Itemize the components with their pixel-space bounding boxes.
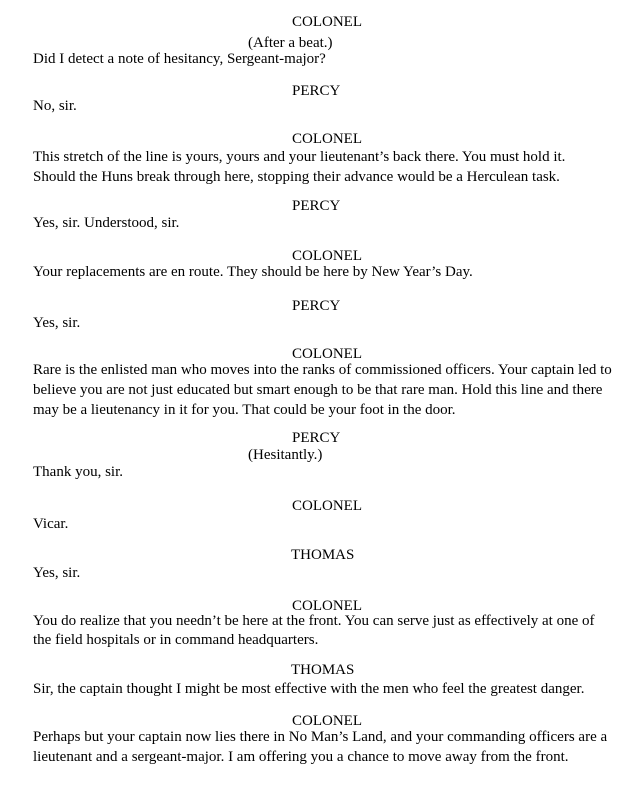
speaker-name: PERCY xyxy=(292,198,341,214)
speaker-name: PERCY xyxy=(292,430,341,446)
dialogue-line: Rare is the enlisted man who moves into the ranks of commissioned officers. Your captain led to xyxy=(33,362,612,378)
parenthetical: (After a beat.) xyxy=(248,35,333,51)
dialogue-line: Yes, sir. xyxy=(33,565,81,581)
dialogue-line: Sir, the captain thought I might be most effective with the men who feel the greatest danger. xyxy=(33,681,585,697)
dialogue-line: You do realize that you needn’t be here at the front. You can serve just as effectively at one of xyxy=(33,613,595,629)
dialogue-line: may be a lieutenancy in it for you. That could be your foot in the door. xyxy=(33,402,456,418)
dialogue-line: Yes, sir. xyxy=(33,315,81,331)
dialogue-line: No, sir. xyxy=(33,98,77,114)
speaker-name: COLONEL xyxy=(292,248,362,264)
speaker-name: THOMAS xyxy=(291,547,355,563)
dialogue-line: the field hospitals or in command headquarters. xyxy=(33,632,319,648)
speaker-name: COLONEL xyxy=(292,598,362,614)
speaker-name: COLONEL xyxy=(292,713,362,729)
dialogue-line: Should the Huns break through here, stopping their advance would be a Herculean task. xyxy=(33,169,560,185)
dialogue-line: This stretch of the line is yours, yours and your lieutenant’s back there. You must hold it. xyxy=(33,149,566,165)
dialogue-line: Your replacements are en route. They should be here by New Year’s Day. xyxy=(33,264,473,280)
speaker-name: COLONEL xyxy=(292,131,362,147)
dialogue-line: Thank you, sir. xyxy=(33,464,123,480)
parenthetical: (Hesitantly.) xyxy=(248,447,323,463)
speaker-name: PERCY xyxy=(292,83,341,99)
speaker-name: COLONEL xyxy=(292,346,362,362)
dialogue-line: believe you are not just educated but smart enough to be that rare man. Hold this line and there xyxy=(33,382,603,398)
dialogue-line: Perhaps but your captain now lies there in No Man’s Land, and your commanding officers are a xyxy=(33,729,608,745)
dialogue-line: lieutenant and a sergeant-major. I am offering you a chance to move away from the front. xyxy=(33,749,569,765)
dialogue-line: Did I detect a note of hesitancy, Sergeant-major? xyxy=(33,51,326,67)
dialogue-line: Vicar. xyxy=(33,516,69,532)
speaker-name: PERCY xyxy=(292,298,341,314)
speaker-name: COLONEL xyxy=(292,14,362,30)
speaker-name: THOMAS xyxy=(291,662,355,678)
dialogue-line: Yes, sir. Understood, sir. xyxy=(33,215,180,231)
speaker-name: COLONEL xyxy=(292,498,362,514)
